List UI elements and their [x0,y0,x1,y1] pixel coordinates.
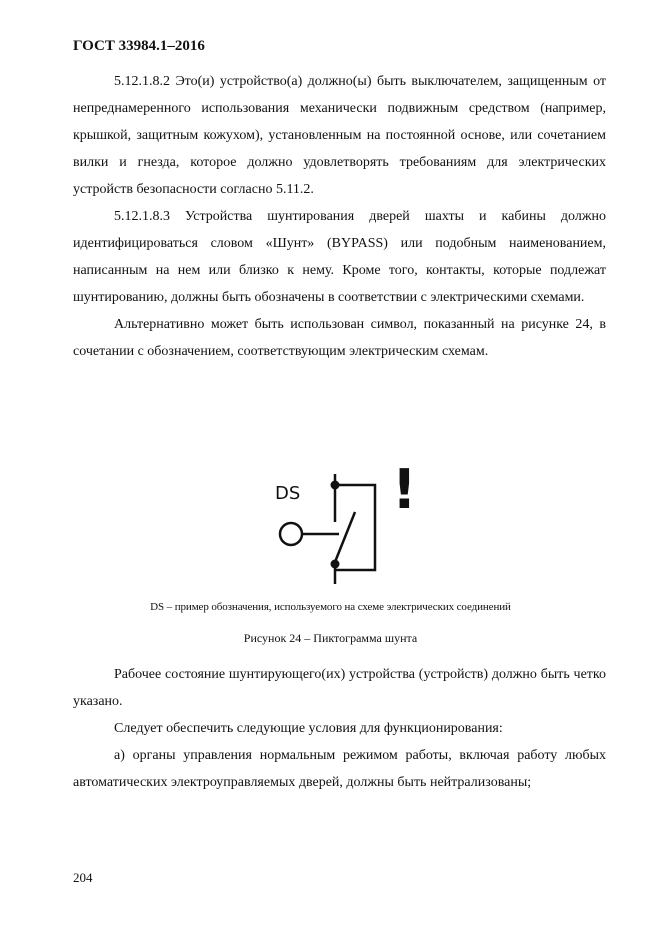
page-number: 204 [73,870,93,885]
contact-dot-bottom [331,560,340,569]
symbol-ds-label: DS [275,483,301,504]
paragraph-list-item-a: а) органы управления нормальным режимом работы, включая работу любых автоматических электроуправляемых дверей, должны быть нейтрализованы; [73,748,606,790]
bypass-pictogram [265,462,425,590]
figure-legend: DS – пример обозначения, используемого на схеме электрических соединений [150,601,511,613]
circle-icon [280,523,302,545]
paragraph-5-12-1-8-3: 5.12.1.8.3 Устройства шунтирования дверей шахты и кабины должно идентифицироваться словом «Шунт» (BYPASS) или подобным наименованием, написанным на нем или близко к нему. Кроме того, контакты, которые подлежат шунтированию, должны быть обозначены в соответствии с электрическими схемами. [73,209,606,305]
exclamation-icon: ! [392,462,417,521]
paragraph-5-12-1-8-2: 5.12.1.8.2 Это(и) устройство(а) должно(ы) быть выключателем, защищенным от непреднамеренного использования механически подвижным средством (например, крышкой, защитным кожухом), установленным на постоянной основе, или сочетанием вилки и гнезда, которое должно удовлетворять требованиям для электрических устройств безопасности согласно 5.11.2. [73,74,606,197]
document-header: ГОСТ 33984.1–2016 [73,38,205,54]
paragraph-working-state: Рабочее состояние шунтирующего(их) устройства (устройств) должно быть четко указано. [73,667,606,709]
text-block-top [73,68,606,365]
bypass-loop [335,485,375,570]
contact-dot-top [331,481,340,490]
figure-caption: Рисунок 24 – Пиктограмма шунта [243,631,418,645]
switch-blade [335,512,355,562]
text-block-bottom [73,661,606,796]
bypass-symbol-svg [265,462,425,590]
paragraph-conditions: Следует обеспечить следующие условия для функционирования: [114,721,503,736]
paragraph-alternative-symbol: Альтернативно может быть использован символ, показанный на рисунке 24, в сочетании с обозначением, соответствующим электрическим схемам. [73,317,606,359]
